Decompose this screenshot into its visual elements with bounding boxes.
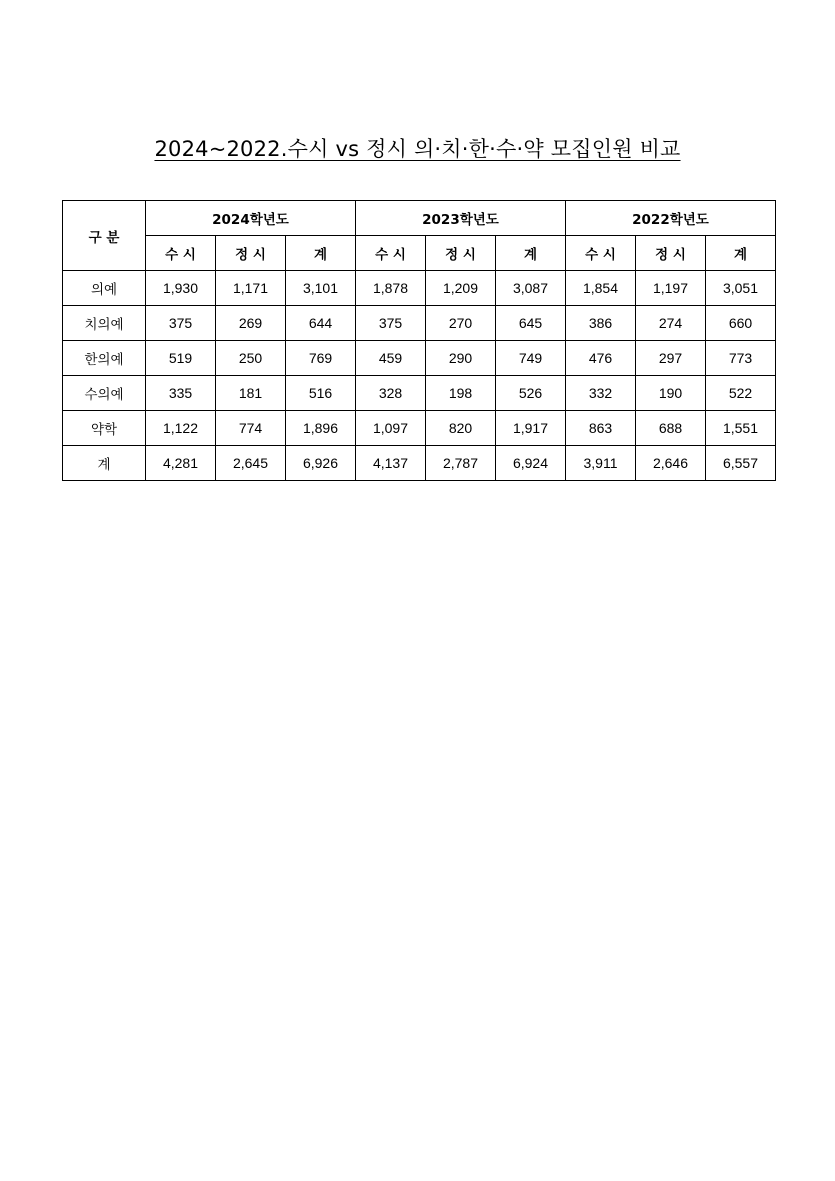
table-cell: 290 (426, 341, 496, 376)
table-cell: 863 (566, 411, 636, 446)
year-header-2024: 2024학년도 (146, 201, 356, 236)
table-cell: 3,911 (566, 446, 636, 481)
table-cell: 820 (426, 411, 496, 446)
table-cell: 1,896 (286, 411, 356, 446)
subheader-susi: 수 시 (356, 236, 426, 271)
table-cell: 774 (216, 411, 286, 446)
table-cell: 773 (706, 341, 776, 376)
table-cell: 190 (636, 376, 706, 411)
table-cell: 375 (146, 306, 216, 341)
subheader-susi: 수 시 (146, 236, 216, 271)
row-label: 의예 (63, 271, 146, 306)
row-label: 한의예 (63, 341, 146, 376)
table-cell: 516 (286, 376, 356, 411)
subheader-jeongsi: 정 시 (636, 236, 706, 271)
table-cell: 660 (706, 306, 776, 341)
subheader-jeongsi: 정 시 (426, 236, 496, 271)
table-cell: 645 (496, 306, 566, 341)
subheader-susi: 수 시 (566, 236, 636, 271)
row-label: 계 (63, 446, 146, 481)
subheader-jeongsi: 정 시 (216, 236, 286, 271)
table-cell: 2,645 (216, 446, 286, 481)
admissions-comparison-table (62, 200, 776, 481)
table-cell: 4,137 (356, 446, 426, 481)
table-cell: 1,917 (496, 411, 566, 446)
row-label: 수의예 (63, 376, 146, 411)
table-cell: 386 (566, 306, 636, 341)
table-row (63, 306, 776, 341)
document-title-text: 2024~2022.수시 vs 정시 의·치·한·수·약 모집인원 비교 (154, 137, 681, 161)
table-cell: 3,051 (706, 271, 776, 306)
table-cell: 1,551 (706, 411, 776, 446)
table-cell: 688 (636, 411, 706, 446)
table-row (63, 341, 776, 376)
corner-header: 구 분 (63, 201, 146, 271)
table-body (63, 271, 776, 481)
table-cell: 526 (496, 376, 566, 411)
table-cell: 459 (356, 341, 426, 376)
table-cell: 274 (636, 306, 706, 341)
table-cell: 3,087 (496, 271, 566, 306)
table-cell: 2,646 (636, 446, 706, 481)
table-cell: 769 (286, 341, 356, 376)
table-cell: 644 (286, 306, 356, 341)
table-cell: 332 (566, 376, 636, 411)
table-cell: 1,209 (426, 271, 496, 306)
table-cell: 270 (426, 306, 496, 341)
table-cell: 6,926 (286, 446, 356, 481)
table-cell: 476 (566, 341, 636, 376)
table-cell: 1,878 (356, 271, 426, 306)
subheader-total: 계 (286, 236, 356, 271)
table-row (63, 376, 776, 411)
table-cell: 1,097 (356, 411, 426, 446)
table-cell: 181 (216, 376, 286, 411)
table-cell: 1,122 (146, 411, 216, 446)
subheader-total: 계 (706, 236, 776, 271)
table-cell: 6,924 (496, 446, 566, 481)
table-cell: 328 (356, 376, 426, 411)
table-cell: 522 (706, 376, 776, 411)
header-row-types (63, 236, 776, 271)
year-header-2022: 2022학년도 (566, 201, 776, 236)
table-cell: 198 (426, 376, 496, 411)
table-row-total (63, 446, 776, 481)
table-header (63, 201, 776, 271)
year-header-2023: 2023학년도 (356, 201, 566, 236)
table-cell: 335 (146, 376, 216, 411)
table-cell: 1,930 (146, 271, 216, 306)
table-cell: 375 (356, 306, 426, 341)
header-row-years (63, 201, 776, 236)
table-cell: 4,281 (146, 446, 216, 481)
table-cell: 1,854 (566, 271, 636, 306)
row-label: 치의예 (63, 306, 146, 341)
table-cell: 519 (146, 341, 216, 376)
table-cell: 3,101 (286, 271, 356, 306)
table-cell: 269 (216, 306, 286, 341)
table-cell: 749 (496, 341, 566, 376)
subheader-total: 계 (496, 236, 566, 271)
table-cell: 2,787 (426, 446, 496, 481)
table-cell: 297 (636, 341, 706, 376)
table-row (63, 271, 776, 306)
table-cell: 250 (216, 341, 286, 376)
document-title (0, 134, 835, 164)
row-label: 약학 (63, 411, 146, 446)
table-cell: 6,557 (706, 446, 776, 481)
table-cell: 1,171 (216, 271, 286, 306)
table-cell: 1,197 (636, 271, 706, 306)
table-row (63, 411, 776, 446)
